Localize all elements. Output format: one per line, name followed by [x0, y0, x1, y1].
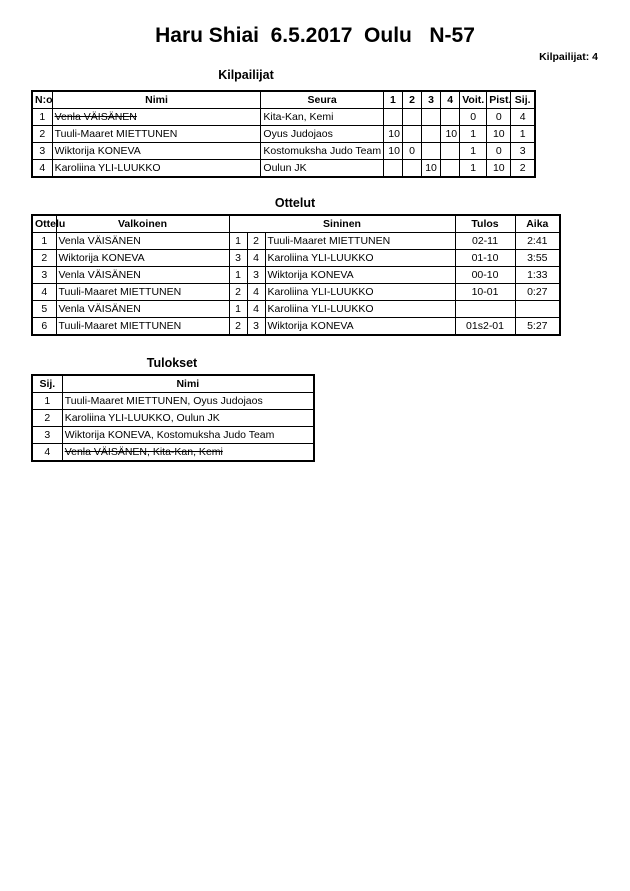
competitor-name: Wiktorija KONEVA: [52, 143, 261, 160]
match-result: 01s2-01: [455, 318, 515, 336]
match-no: 6: [32, 318, 56, 336]
competitor-r4: [441, 160, 460, 178]
competitors-col-header: Pist.: [487, 91, 511, 109]
results-col-place: Sij.: [32, 375, 62, 393]
competitor-no: 4: [32, 160, 52, 178]
competitor-r3: [422, 109, 441, 126]
match-wn: 3: [229, 250, 247, 267]
match-wn: 1: [229, 267, 247, 284]
competitor-wins: 1: [460, 143, 487, 160]
match-no: 5: [32, 301, 56, 318]
match-bn: 4: [247, 301, 265, 318]
results-heading: Tulokset: [146, 356, 198, 370]
competitor-row: [32, 126, 535, 143]
competitor-r1: 10: [383, 143, 402, 160]
competitors-col-header: 4: [441, 91, 460, 109]
competitor-r3: [422, 143, 441, 160]
competitor-r1: 10: [383, 126, 402, 143]
competitor-no: 3: [32, 143, 52, 160]
results-col-name: Nimi: [62, 375, 314, 393]
result-row: [32, 410, 314, 427]
matches-col-time: Aika: [515, 215, 560, 233]
match-row: [32, 267, 560, 284]
match-white: Tuuli-Maaret MIETTUNEN: [56, 284, 229, 301]
competitors-col-header: 3: [422, 91, 441, 109]
match-no: 2: [32, 250, 56, 267]
match-white: Tuuli-Maaret MIETTUNEN: [56, 318, 229, 336]
result-place: 4: [32, 444, 62, 462]
competitor-place: 2: [511, 160, 535, 178]
competitor-club: Oulun JK: [261, 160, 383, 178]
match-bn: 4: [247, 284, 265, 301]
match-blue: Wiktorija KONEVA: [265, 318, 455, 336]
competitor-r4: [441, 109, 460, 126]
competitor-name: Venla VÄISÄNEN: [52, 109, 261, 126]
result-row: [32, 444, 314, 462]
match-blue: Karoliina YLI-LUUKKO: [265, 284, 455, 301]
results-table: [31, 374, 315, 462]
result-row: [32, 427, 314, 444]
competitor-name: Karoliina YLI-LUUKKO: [52, 160, 261, 178]
matches-col-blue: Sininen: [229, 215, 455, 233]
competitor-row: [32, 143, 535, 160]
match-white: Venla VÄISÄNEN: [56, 301, 229, 318]
competitors-col-header: 1: [383, 91, 402, 109]
competitors-heading: Kilpailijat: [218, 68, 274, 82]
matches-col-white: Valkoinen: [56, 215, 229, 233]
competitor-r3: 10: [422, 160, 441, 178]
result-row: [32, 393, 314, 410]
matches-col-result: Tulos: [455, 215, 515, 233]
competitor-club: Kostomuksha Judo Team: [261, 143, 383, 160]
competitor-row: [32, 160, 535, 178]
match-bn: 3: [247, 267, 265, 284]
competitor-r3: [422, 126, 441, 143]
competitor-points: 0: [487, 109, 511, 126]
match-no: 4: [32, 284, 56, 301]
match-wn: 1: [229, 301, 247, 318]
competitor-wins: 1: [460, 126, 487, 143]
match-white: Wiktorija KONEVA: [56, 250, 229, 267]
match-row: [32, 233, 560, 250]
match-no: 3: [32, 267, 56, 284]
competitor-r4: 10: [441, 126, 460, 143]
result-place: 2: [32, 410, 62, 427]
match-no: 1: [32, 233, 56, 250]
competitor-points: 10: [487, 160, 511, 178]
result-name: Karoliina YLI-LUUKKO, Oulun JK: [62, 410, 314, 427]
match-result: 01-10: [455, 250, 515, 267]
competitors-col-header: N:o: [32, 91, 52, 109]
match-row: [32, 250, 560, 267]
competitor-count: Kilpailijat: 4: [539, 51, 598, 63]
match-blue: Karoliina YLI-LUUKKO: [265, 250, 455, 267]
competitor-r2: [402, 109, 421, 126]
match-bn: 2: [247, 233, 265, 250]
match-result: 00-10: [455, 267, 515, 284]
match-bn: 4: [247, 250, 265, 267]
competitor-no: 2: [32, 126, 52, 143]
competitor-wins: 0: [460, 109, 487, 126]
match-blue: Wiktorija KONEVA: [265, 267, 455, 284]
match-time: 3:55: [515, 250, 560, 267]
competitor-place: 3: [511, 143, 535, 160]
matches-heading: Ottelut: [274, 196, 316, 210]
matches-table: [31, 214, 561, 336]
match-blue: Karoliina YLI-LUUKKO: [265, 301, 455, 318]
competitor-row: [32, 109, 535, 126]
result-name: Venla VÄISÄNEN, Kita-Kan, Kemi: [62, 444, 314, 462]
match-blue: Tuuli-Maaret MIETTUNEN: [265, 233, 455, 250]
match-result: 02-11: [455, 233, 515, 250]
match-wn: 1: [229, 233, 247, 250]
match-white: Venla VÄISÄNEN: [56, 267, 229, 284]
competitor-no: 1: [32, 109, 52, 126]
match-time: [515, 301, 560, 318]
match-wn: 2: [229, 318, 247, 336]
result-place: 1: [32, 393, 62, 410]
competitor-r4: [441, 143, 460, 160]
competitors-col-header: Voit.: [460, 91, 487, 109]
competitors-col-header: Seura: [261, 91, 383, 109]
competitor-club: Oyus Judojaos: [261, 126, 383, 143]
competitor-points: 0: [487, 143, 511, 160]
match-time: 2:41: [515, 233, 560, 250]
result-place: 3: [32, 427, 62, 444]
competitor-club: Kita-Kan, Kemi: [261, 109, 383, 126]
match-time: 0:27: [515, 284, 560, 301]
competitor-wins: 1: [460, 160, 487, 178]
page-title: Haru Shiai 6.5.2017 Oulu N-57: [155, 24, 475, 47]
matches-col-no: Ottelu: [32, 215, 56, 233]
match-row: [32, 318, 560, 336]
competitor-r2: [402, 160, 421, 178]
match-bn: 3: [247, 318, 265, 336]
match-row: [32, 284, 560, 301]
result-name: Wiktorija KONEVA, Kostomuksha Judo Team: [62, 427, 314, 444]
result-name: Tuuli-Maaret MIETTUNEN, Oyus Judojaos: [62, 393, 314, 410]
competitors-col-header: Sij.: [511, 91, 535, 109]
competitor-r1: [383, 109, 402, 126]
competitor-r2: 0: [402, 143, 421, 160]
match-time: 5:27: [515, 318, 560, 336]
match-white: Venla VÄISÄNEN: [56, 233, 229, 250]
match-result: [455, 301, 515, 318]
competitors-col-header: Nimi: [52, 91, 261, 109]
competitors-col-header: 2: [402, 91, 421, 109]
competitor-place: 4: [511, 109, 535, 126]
match-time: 1:33: [515, 267, 560, 284]
match-wn: 2: [229, 284, 247, 301]
competitors-table: [31, 90, 536, 178]
match-row: [32, 301, 560, 318]
competitor-r2: [402, 126, 421, 143]
competitor-r1: [383, 160, 402, 178]
competitor-points: 10: [487, 126, 511, 143]
competitor-place: 1: [511, 126, 535, 143]
match-result: 10-01: [455, 284, 515, 301]
competitor-name: Tuuli-Maaret MIETTUNEN: [52, 126, 261, 143]
